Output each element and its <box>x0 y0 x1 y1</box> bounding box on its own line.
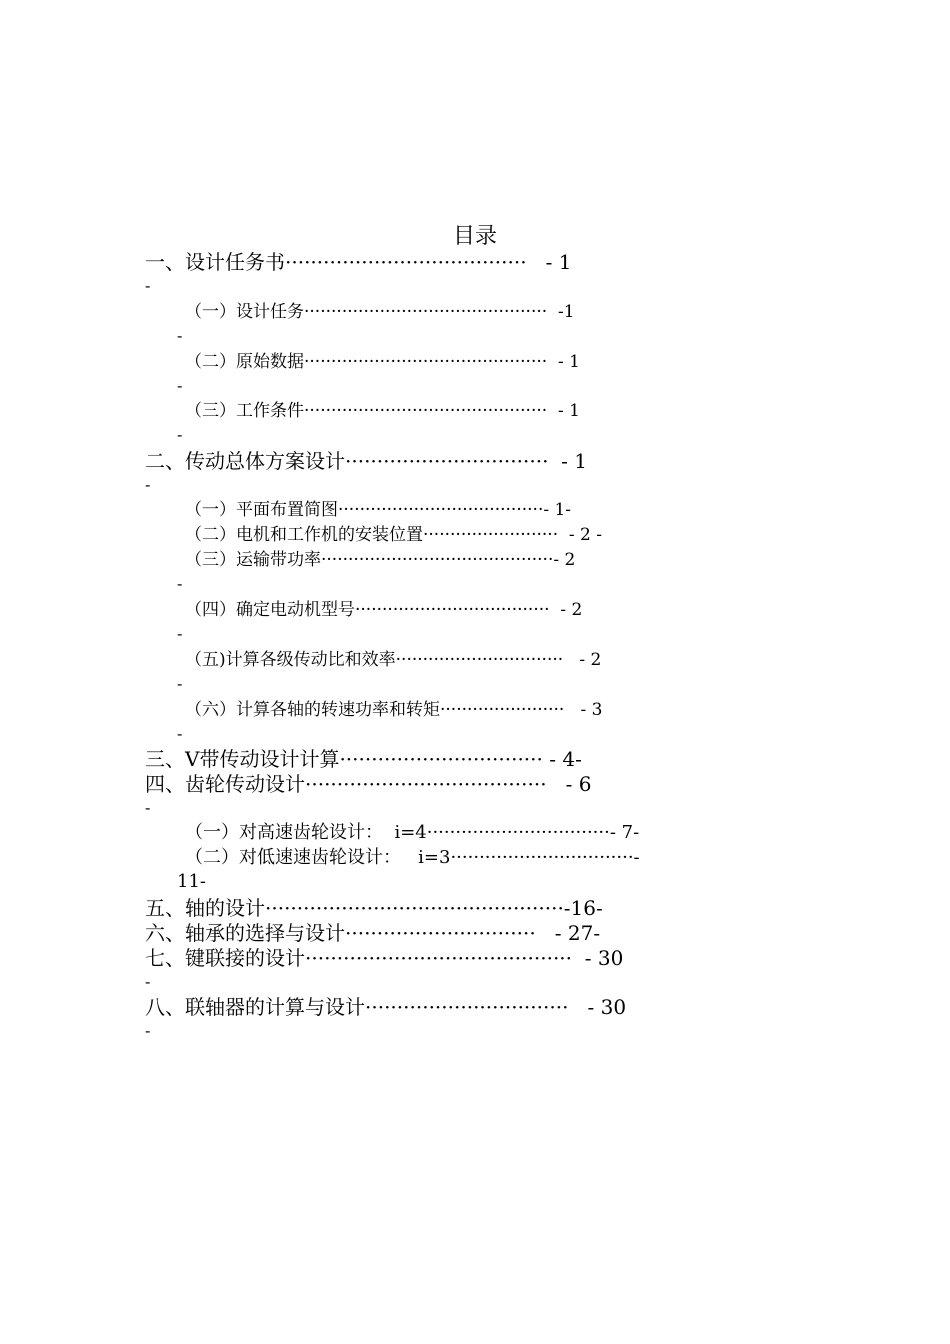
toc-entry-4-2: （二）对低速速齿轮设计： i=3································- <box>185 847 640 868</box>
toc-entry-8: 八、联轴器的计算与设计································ - 30 <box>145 995 627 1019</box>
toc-entry-4-1: （一）对高速齿轮设计： i=4································- 7- <box>185 822 640 843</box>
toc-entry-2-2: （二）电机和工作机的安装位置························· - 2 - <box>185 525 603 545</box>
toc-entry-4: 四、齿轮传动设计······································ - 6 <box>145 772 592 796</box>
toc-entry-8-cont: - <box>145 1021 151 1040</box>
toc-entry-1-1-cont: - <box>177 326 183 345</box>
toc-entry-2-6-cont: - <box>177 724 183 743</box>
toc-entry-2-6: （六）计算各轴的转速功率和转矩······················· - 3 <box>185 700 603 720</box>
toc-title: 目录 <box>452 224 497 249</box>
toc-entry-2-4: （四）确定电动机型号···································· - 2 <box>185 600 583 620</box>
toc-entry-2-3-cont: - <box>177 574 183 593</box>
toc-entry-6: 六、轴承的选择与设计······························ - 27- <box>145 921 601 945</box>
toc-entry-1-2-cont: - <box>177 376 183 395</box>
toc-entry-2-3: （三）运输带功率···········································- 2 <box>185 550 576 570</box>
toc-entry-1-3: （三）工作条件············································· - 1 <box>185 401 580 421</box>
toc-entry-2-4-cont: - <box>177 624 183 643</box>
toc-entry-4-cont: - <box>145 798 151 817</box>
toc-entry-2-1: （一）平面布置简图······································- 1- <box>185 500 572 520</box>
toc-entry-7-cont: - <box>145 972 151 991</box>
toc-entry-2: 二、传动总体方案设计································ - 1 <box>145 449 587 473</box>
toc-entry-3: 三、V带传动设计计算································ - 4- <box>145 747 582 771</box>
toc-entry-1-1: （一）设计任务············································· -1 <box>185 302 575 322</box>
toc-entry-2-cont: - <box>145 475 151 494</box>
toc-entry-4-2-cont: 11- <box>177 871 206 892</box>
toc-entry-1-2: （二）原始数据············································· - 1 <box>185 352 580 372</box>
toc-entry-5: 五、轴的设计···············································-16- <box>145 896 603 920</box>
toc-entry-7: 七、键联接的设计·········································· - 30 <box>145 946 624 970</box>
toc-entry-2-5-cont: - <box>177 674 183 693</box>
toc-entry-1-cont: - <box>145 276 151 295</box>
toc-entry-1: 一、设计任务书······································ - 1 <box>145 250 572 274</box>
toc-entry-2-5: （五)计算各级传动比和效率······························· - 2 <box>185 650 602 670</box>
toc-entry-1-3-cont: - <box>177 425 183 444</box>
